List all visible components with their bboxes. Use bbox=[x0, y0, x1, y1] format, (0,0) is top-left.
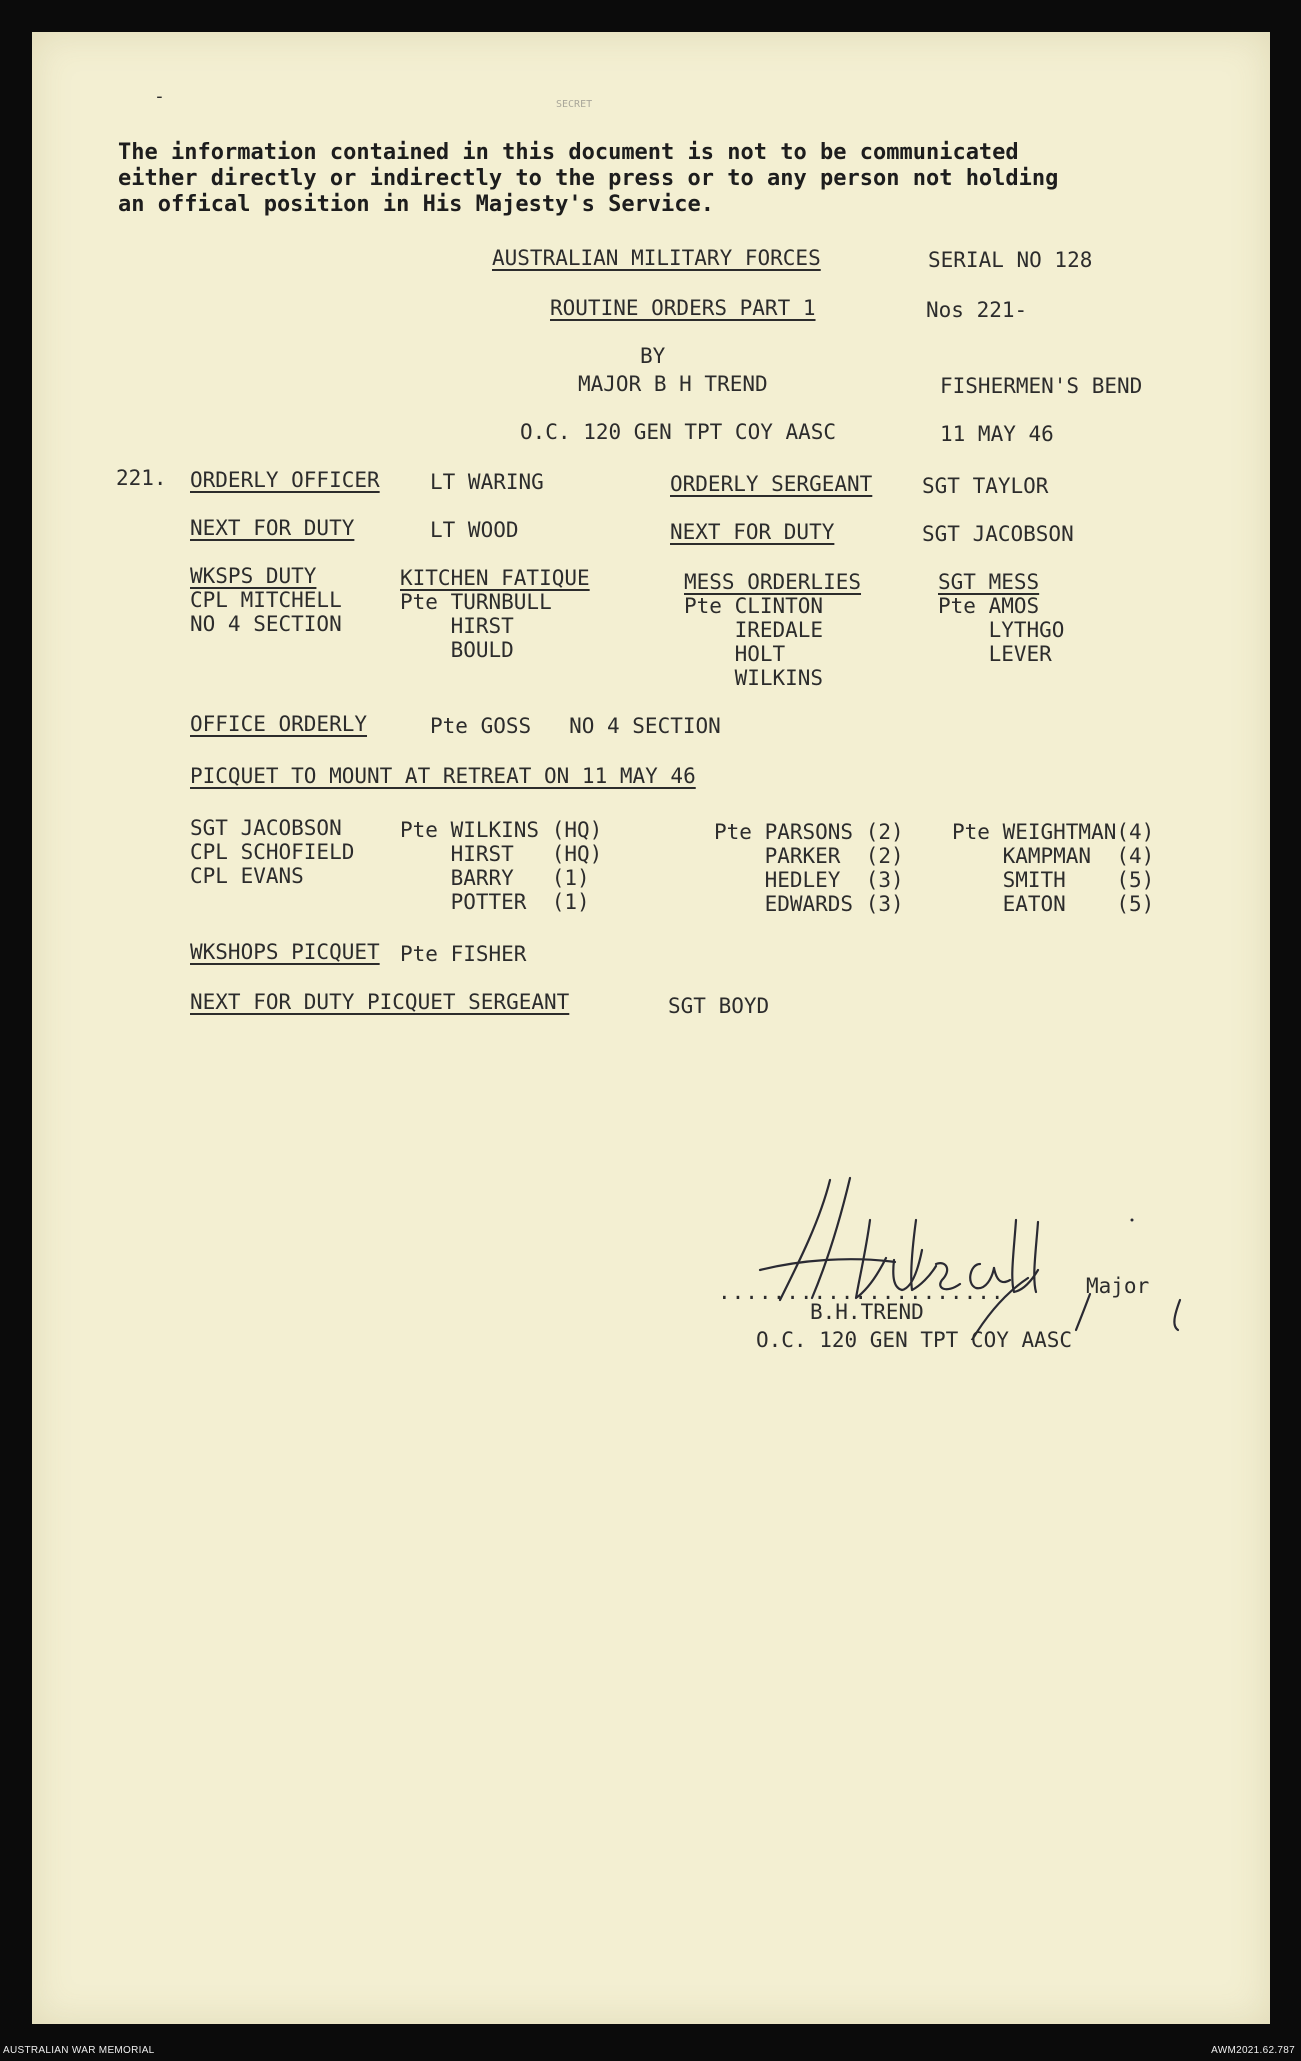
picquet-col4-line: Pte WEIGHTMAN(4) bbox=[952, 820, 1155, 844]
warning-line-1: The information contained in this document is not to be communicated bbox=[118, 140, 1019, 165]
order-date: 11 MAY 46 bbox=[940, 422, 1054, 446]
picquet-col2-line: BARRY (1) bbox=[400, 866, 590, 890]
wksps-line: NO 4 SECTION bbox=[190, 612, 342, 636]
footer-source: AUSTRALIAN WAR MEMORIAL bbox=[3, 2045, 155, 2056]
mess-orderlies-heading: MESS ORDERLIES bbox=[684, 570, 862, 594]
issuing-officer: MAJOR B H TREND bbox=[578, 372, 768, 396]
unit: O.C. 120 GEN TPT COY AASC bbox=[520, 420, 837, 444]
picquet-col1-line: CPL EVANS bbox=[190, 864, 304, 888]
order-number: 221. bbox=[116, 466, 167, 490]
mess-orderlies-line: HOLT bbox=[684, 642, 786, 666]
sgt-mess-line: Pte AMOS bbox=[938, 594, 1040, 618]
picquet-col4-line: EATON (5) bbox=[952, 892, 1155, 916]
next-duty-sergeant: SGT JACOBSON bbox=[922, 522, 1074, 546]
orders-heading: ROUTINE ORDERS PART 1 bbox=[550, 296, 816, 320]
picquet-col2-line: HIRST (HQ) bbox=[400, 842, 603, 866]
signatory-title: O.C. 120 GEN TPT COY AASC bbox=[756, 1328, 1073, 1352]
signature-rank: Major bbox=[1086, 1274, 1150, 1298]
next-picquet-label: NEXT FOR DUTY PICQUET SERGEANT bbox=[190, 990, 570, 1014]
picquet-col4-line: SMITH (5) bbox=[952, 868, 1155, 892]
kitchen-heading: KITCHEN FATIQUE bbox=[400, 566, 590, 590]
kitchen-line: BOULD bbox=[400, 638, 514, 662]
forces-heading: AUSTRALIAN MILITARY FORCES bbox=[492, 246, 821, 270]
sgt-mess-line: LYTHGO bbox=[938, 618, 1065, 642]
picquet-col1-line: SGT JACOBSON bbox=[190, 816, 342, 840]
office-orderly: Pte GOSS NO 4 SECTION bbox=[430, 714, 721, 738]
by-label: BY bbox=[640, 344, 666, 368]
warning-line-2: either directly or indirectly to the press or to any person not holding bbox=[118, 166, 1059, 191]
orderly-officer: LT WARING bbox=[430, 470, 544, 494]
picquet-col2-line: Pte WILKINS (HQ) bbox=[400, 818, 603, 842]
mess-orderlies-line: WILKINS bbox=[684, 666, 824, 690]
next-duty-label: NEXT FOR DUTY bbox=[190, 516, 355, 540]
next-duty-label-2: NEXT FOR DUTY bbox=[670, 520, 835, 544]
mess-orderlies-line: Pte CLINTON bbox=[684, 594, 824, 618]
wkshops-picquet-value: Pte FISHER bbox=[400, 942, 527, 966]
kitchen-line: Pte TURNBULL bbox=[400, 590, 552, 614]
next-duty-officer: LT WOOD bbox=[430, 518, 519, 542]
picquet-col3-line: EDWARDS (3) bbox=[714, 892, 904, 916]
document-page bbox=[32, 32, 1270, 2024]
picquet-col3-line: Pte PARSONS (2) bbox=[714, 820, 904, 844]
picquet-heading: PICQUET TO MOUNT AT RETREAT ON 11 MAY 46 bbox=[190, 764, 696, 788]
order-numbers: Nos 221- bbox=[926, 298, 1028, 322]
next-picquet-value: SGT BOYD bbox=[668, 994, 770, 1018]
orderly-sergeant-label: ORDERLY SERGEANT bbox=[670, 472, 873, 496]
orderly-sergeant: SGT TAYLOR bbox=[922, 474, 1049, 498]
picquet-col1-line: CPL SCHOFIELD bbox=[190, 840, 355, 864]
footer-reference: AWM2021.62.787 bbox=[1211, 2045, 1295, 2056]
faint-heading: SECRET bbox=[556, 99, 593, 110]
picquet-col4-line: KAMPMAN (4) bbox=[952, 844, 1155, 868]
wkshops-picquet-label: WKSHOPS PICQUET bbox=[190, 940, 380, 964]
location: FISHERMEN'S BEND bbox=[940, 374, 1143, 398]
picquet-col2-line: POTTER (1) bbox=[400, 890, 590, 914]
mess-orderlies-line: IREDALE bbox=[684, 618, 824, 642]
wksps-line: CPL MITCHELL bbox=[190, 588, 342, 612]
sgt-mess-heading: SGT MESS bbox=[938, 570, 1040, 594]
orderly-officer-label: ORDERLY OFFICER bbox=[190, 468, 380, 492]
wksps-heading: WKSPS DUTY bbox=[190, 564, 317, 588]
picquet-col3-line: PARKER (2) bbox=[714, 844, 904, 868]
sgt-mess-line: LEVER bbox=[938, 642, 1052, 666]
serial-number: SERIAL NO 128 bbox=[928, 248, 1093, 272]
picquet-col3-line: HEDLEY (3) bbox=[714, 868, 904, 892]
kitchen-line: HIRST bbox=[400, 614, 514, 638]
warning-line-3: an offical position in His Majesty's Service. bbox=[118, 192, 715, 217]
header-mark: - bbox=[154, 86, 165, 107]
handwritten-signature bbox=[680, 1160, 1200, 1340]
signatory-name: B.H.TREND bbox=[810, 1300, 924, 1324]
signature-dots: ..................... bbox=[718, 1280, 1005, 1304]
office-orderly-label: OFFICE ORDERLY bbox=[190, 712, 368, 736]
